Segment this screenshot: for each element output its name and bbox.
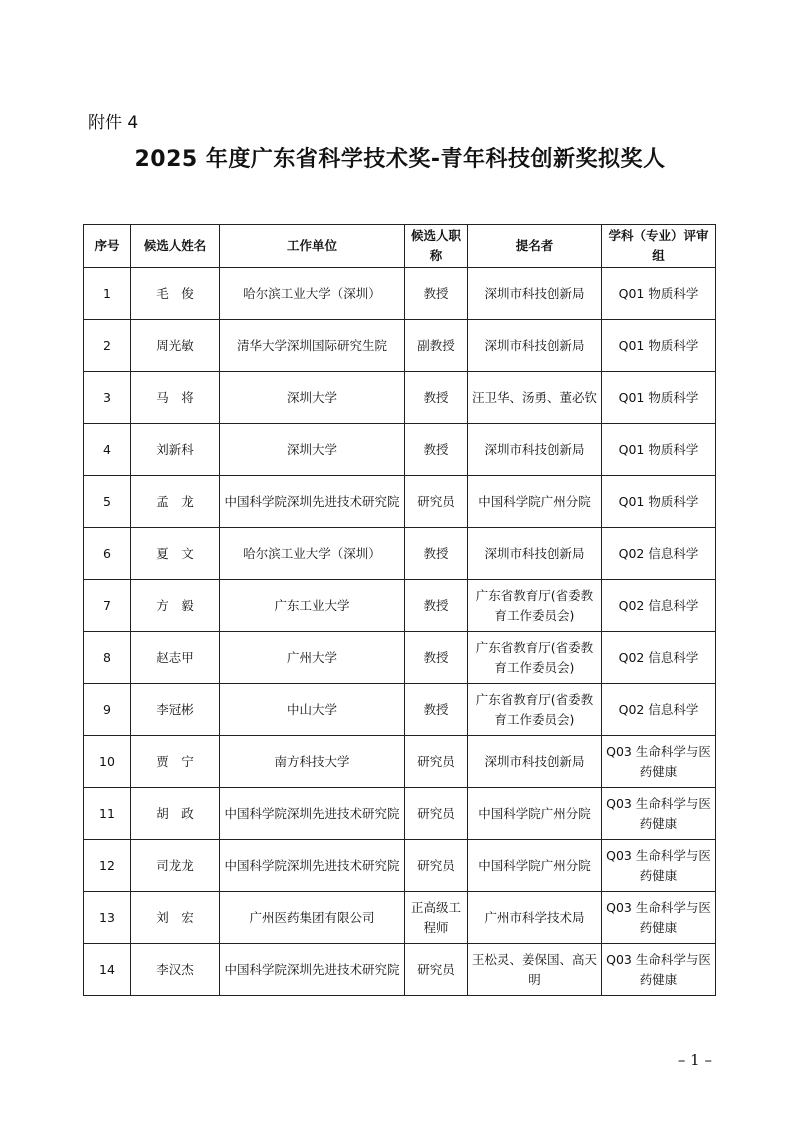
cell-title: 正高级工程师 xyxy=(405,892,468,944)
cell-work-unit: 哈尔滨工业大学（深圳） xyxy=(220,528,405,580)
cell-title: 教授 xyxy=(405,424,468,476)
cell-title: 研究员 xyxy=(405,840,468,892)
cell-nominator: 深圳市科技创新局 xyxy=(468,528,602,580)
table-row xyxy=(84,944,716,996)
cell-work-unit: 清华大学深圳国际研究生院 xyxy=(220,320,405,372)
cell-candidate-name: 赵志甲 xyxy=(131,632,220,684)
cell-title: 研究员 xyxy=(405,476,468,528)
cell-title: 研究员 xyxy=(405,788,468,840)
table-header-row xyxy=(84,225,716,268)
cell-nominator: 广州市科学技术局 xyxy=(468,892,602,944)
cell-review-group: Q02 信息科学 xyxy=(602,580,716,632)
cell-candidate-name: 胡 政 xyxy=(131,788,220,840)
cell-work-unit: 深圳大学 xyxy=(220,372,405,424)
table-row xyxy=(84,320,716,372)
cell-review-group: Q03 生命科学与医药健康 xyxy=(602,840,716,892)
cell-review-group: Q01 物质科学 xyxy=(602,476,716,528)
header-nominator: 提名者 xyxy=(468,225,602,268)
cell-review-group: Q01 物质科学 xyxy=(602,320,716,372)
cell-nominator: 中国科学院广州分院 xyxy=(468,788,602,840)
header-index: 序号 xyxy=(84,225,131,268)
cell-work-unit: 广州医药集团有限公司 xyxy=(220,892,405,944)
cell-title: 教授 xyxy=(405,684,468,736)
table-row xyxy=(84,424,716,476)
cell-work-unit: 中国科学院深圳先进技术研究院 xyxy=(220,476,405,528)
table-row xyxy=(84,892,716,944)
table-row xyxy=(84,684,716,736)
cell-index: 9 xyxy=(84,684,131,736)
table-row xyxy=(84,736,716,788)
cell-title: 教授 xyxy=(405,632,468,684)
document-title: 2025 年度广东省科学技术奖-青年科技创新奖拟奖人 xyxy=(134,147,666,172)
cell-nominator: 广东省教育厅(省委教育工作委员会) xyxy=(468,632,602,684)
cell-candidate-name: 司龙龙 xyxy=(131,840,220,892)
cell-candidate-name: 贾 宁 xyxy=(131,736,220,788)
cell-candidate-name: 马 将 xyxy=(131,372,220,424)
table-row xyxy=(84,580,716,632)
table-body xyxy=(84,268,716,996)
cell-title: 研究员 xyxy=(405,736,468,788)
cell-candidate-name: 毛 俊 xyxy=(131,268,220,320)
cell-review-group: Q03 生命科学与医药健康 xyxy=(602,944,716,996)
cell-index: 6 xyxy=(84,528,131,580)
table-row xyxy=(84,632,716,684)
cell-index: 14 xyxy=(84,944,131,996)
cell-review-group: Q03 生命科学与医药健康 xyxy=(602,736,716,788)
cell-review-group: Q02 信息科学 xyxy=(602,528,716,580)
cell-index: 11 xyxy=(84,788,131,840)
table-row xyxy=(84,476,716,528)
cell-review-group: Q01 物质科学 xyxy=(602,372,716,424)
cell-work-unit: 中国科学院深圳先进技术研究院 xyxy=(220,788,405,840)
cell-title: 副教授 xyxy=(405,320,468,372)
cell-index: 10 xyxy=(84,736,131,788)
cell-nominator: 汪卫华、汤勇、董必钦 xyxy=(468,372,602,424)
cell-index: 2 xyxy=(84,320,131,372)
table-row xyxy=(84,372,716,424)
cell-review-group: Q03 生命科学与医药健康 xyxy=(602,788,716,840)
cell-work-unit: 中国科学院深圳先进技术研究院 xyxy=(220,840,405,892)
cell-candidate-name: 李汉杰 xyxy=(131,944,220,996)
award-candidate-table xyxy=(83,224,716,996)
cell-title: 教授 xyxy=(405,528,468,580)
cell-work-unit: 中国科学院深圳先进技术研究院 xyxy=(220,944,405,996)
cell-candidate-name: 孟 龙 xyxy=(131,476,220,528)
header-candidate-name: 候选人姓名 xyxy=(131,225,220,268)
cell-index: 7 xyxy=(84,580,131,632)
attachment-label: 附件 4 xyxy=(88,113,139,133)
cell-work-unit: 深圳大学 xyxy=(220,424,405,476)
table-row xyxy=(84,268,716,320)
cell-index: 1 xyxy=(84,268,131,320)
table-row xyxy=(84,788,716,840)
cell-work-unit: 广东工业大学 xyxy=(220,580,405,632)
cell-index: 12 xyxy=(84,840,131,892)
header-work-unit: 工作单位 xyxy=(220,225,405,268)
cell-title: 研究员 xyxy=(405,944,468,996)
cell-index: 8 xyxy=(84,632,131,684)
page-number: – 1 – xyxy=(677,1051,712,1069)
header-title: 候选人职称 xyxy=(405,225,468,268)
cell-index: 5 xyxy=(84,476,131,528)
cell-candidate-name: 夏 文 xyxy=(131,528,220,580)
cell-nominator: 深圳市科技创新局 xyxy=(468,424,602,476)
table-row xyxy=(84,528,716,580)
cell-nominator: 深圳市科技创新局 xyxy=(468,320,602,372)
cell-work-unit: 南方科技大学 xyxy=(220,736,405,788)
cell-nominator: 广东省教育厅(省委教育工作委员会) xyxy=(468,580,602,632)
cell-nominator: 中国科学院广州分院 xyxy=(468,476,602,528)
cell-nominator: 中国科学院广州分院 xyxy=(468,840,602,892)
cell-index: 13 xyxy=(84,892,131,944)
table-row xyxy=(84,840,716,892)
cell-review-group: Q01 物质科学 xyxy=(602,268,716,320)
cell-title: 教授 xyxy=(405,580,468,632)
cell-title: 教授 xyxy=(405,268,468,320)
cell-candidate-name: 刘 宏 xyxy=(131,892,220,944)
cell-work-unit: 哈尔滨工业大学（深圳） xyxy=(220,268,405,320)
cell-index: 3 xyxy=(84,372,131,424)
cell-index: 4 xyxy=(84,424,131,476)
cell-review-group: Q02 信息科学 xyxy=(602,632,716,684)
cell-title: 教授 xyxy=(405,372,468,424)
cell-nominator: 王松灵、姜保国、高天明 xyxy=(468,944,602,996)
cell-nominator: 深圳市科技创新局 xyxy=(468,268,602,320)
cell-nominator: 深圳市科技创新局 xyxy=(468,736,602,788)
cell-candidate-name: 周光敏 xyxy=(131,320,220,372)
cell-work-unit: 中山大学 xyxy=(220,684,405,736)
cell-candidate-name: 李冠彬 xyxy=(131,684,220,736)
cell-candidate-name: 刘新科 xyxy=(131,424,220,476)
header-review-group: 学科（专业）评审组 xyxy=(602,225,716,268)
cell-review-group: Q01 物质科学 xyxy=(602,424,716,476)
cell-candidate-name: 方 毅 xyxy=(131,580,220,632)
cell-review-group: Q02 信息科学 xyxy=(602,684,716,736)
cell-review-group: Q03 生命科学与医药健康 xyxy=(602,892,716,944)
cell-work-unit: 广州大学 xyxy=(220,632,405,684)
cell-nominator: 广东省教育厅(省委教育工作委员会) xyxy=(468,684,602,736)
